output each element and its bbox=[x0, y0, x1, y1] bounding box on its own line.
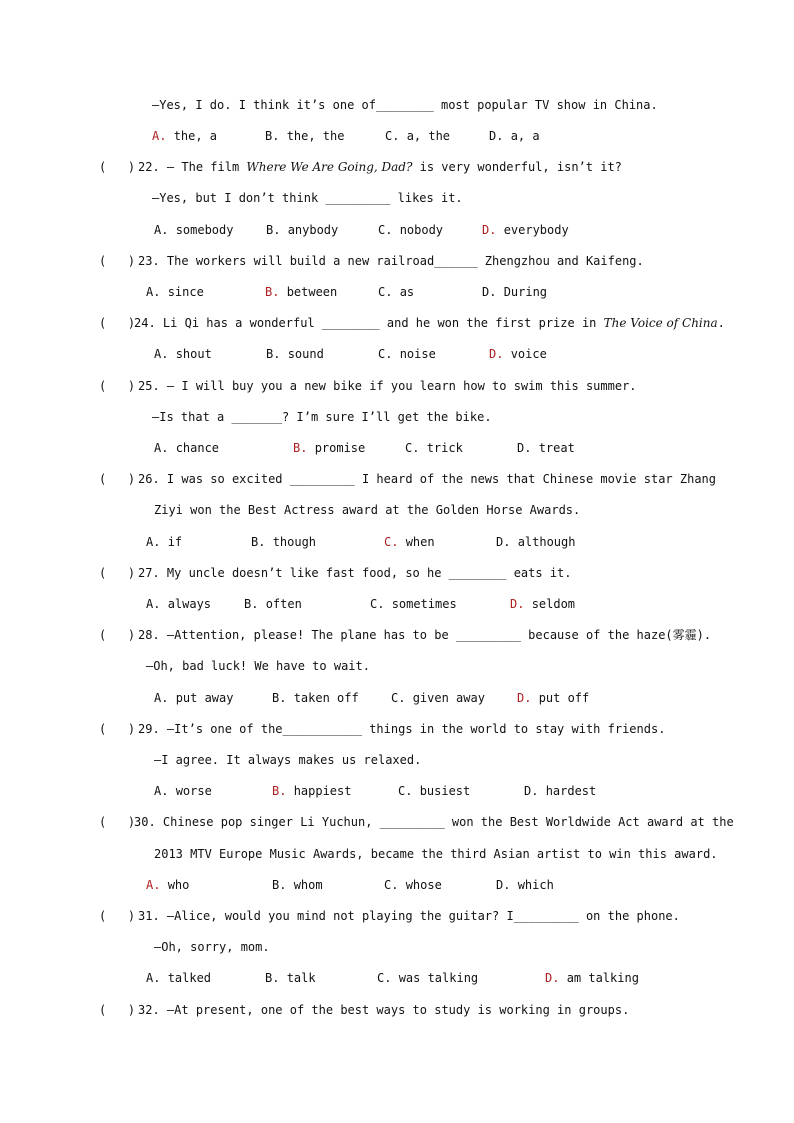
question-text: —Alice, would you mind not playing the guitar? I_________ on the phone. bbox=[166, 909, 680, 923]
question-line bbox=[152, 190, 463, 206]
question-line bbox=[138, 471, 716, 487]
option-text: who bbox=[167, 878, 190, 892]
option-d bbox=[482, 284, 547, 300]
option-text: a, the bbox=[406, 129, 451, 143]
option-letter: D. bbox=[482, 285, 497, 299]
option-c bbox=[378, 284, 414, 300]
option-letter: A. bbox=[154, 441, 169, 455]
question-text: — I will buy you a new bike if you learn how to swim this summer. bbox=[166, 379, 637, 393]
option-text: though bbox=[272, 535, 317, 549]
question-line bbox=[154, 846, 718, 862]
option-c bbox=[398, 783, 470, 799]
option-d bbox=[524, 783, 596, 799]
option-text: busiest bbox=[419, 784, 471, 798]
option-letter: A. bbox=[146, 285, 161, 299]
option-c bbox=[370, 596, 457, 612]
option-letter: D. bbox=[496, 535, 511, 549]
option-text: when bbox=[405, 535, 435, 549]
option-a bbox=[152, 128, 217, 144]
answer-paren: ( ) bbox=[99, 815, 136, 829]
question-text: —Oh, sorry, mom. bbox=[154, 940, 270, 954]
question-line bbox=[146, 658, 370, 674]
option-text: voice bbox=[510, 347, 547, 361]
option-text: between bbox=[286, 285, 338, 299]
question-text: Chinese pop singer Li Yuchun, _________ won the Best Worldwide Act award at the bbox=[162, 815, 734, 829]
option-a bbox=[146, 877, 189, 893]
option-text: seldom bbox=[531, 597, 576, 611]
option-text: often bbox=[265, 597, 302, 611]
option-text: treat bbox=[538, 441, 575, 455]
question-text: —Yes, but I don’t think _________ likes it. bbox=[152, 191, 463, 205]
answer-paren: ( ) bbox=[99, 566, 136, 580]
option-letter: C. bbox=[378, 347, 393, 361]
option-c bbox=[378, 346, 436, 362]
option-text: nobody bbox=[399, 223, 444, 237]
question-number: 28. bbox=[138, 628, 160, 642]
question-line bbox=[138, 627, 711, 643]
option-letter: D. bbox=[489, 347, 504, 361]
option-b bbox=[266, 346, 324, 362]
option-letter: B. bbox=[266, 223, 281, 237]
option-letter: B. bbox=[244, 597, 259, 611]
option-d bbox=[496, 534, 575, 550]
option-b bbox=[244, 596, 302, 612]
question-text: is very wonderful, isn’t it? bbox=[412, 160, 622, 174]
option-c bbox=[378, 222, 443, 238]
question-text: 2013 MTV Europe Music Awards, became the third Asian artist to win this award. bbox=[154, 847, 718, 861]
option-c bbox=[405, 440, 463, 456]
question-line bbox=[138, 1002, 629, 1018]
answer-paren: ( ) bbox=[99, 254, 136, 268]
option-c bbox=[384, 877, 442, 893]
option-text: taken off bbox=[293, 691, 359, 705]
option-d bbox=[482, 222, 569, 238]
option-d bbox=[517, 440, 575, 456]
question-text: . bbox=[717, 316, 725, 330]
question-number: 22. bbox=[138, 160, 160, 174]
option-text: am talking bbox=[566, 971, 639, 985]
question-number: 23. bbox=[138, 254, 160, 268]
question-line bbox=[138, 565, 572, 581]
question-text: I was so excited _________ I heard of the news that Chinese movie star Zhang bbox=[166, 472, 716, 486]
option-text: since bbox=[167, 285, 204, 299]
question-text: —I agree. It always makes us relaxed. bbox=[154, 753, 422, 767]
option-b bbox=[265, 284, 337, 300]
question-number: 30. bbox=[134, 815, 156, 829]
option-letter: A. bbox=[154, 347, 169, 361]
question-number: 27. bbox=[138, 566, 160, 580]
option-d bbox=[489, 346, 547, 362]
answer-paren: ( ) bbox=[99, 379, 136, 393]
option-letter: A. bbox=[154, 223, 169, 237]
question-number: 32. bbox=[138, 1003, 160, 1017]
option-a bbox=[154, 440, 219, 456]
option-a bbox=[154, 690, 233, 706]
option-text: which bbox=[517, 878, 554, 892]
option-letter: D. bbox=[496, 878, 511, 892]
option-a bbox=[146, 284, 204, 300]
question-line bbox=[152, 97, 658, 113]
question-text: —Yes, I do. I think it’s one of________ most popular TV show in China. bbox=[152, 98, 658, 112]
question-line bbox=[138, 908, 680, 924]
option-text: happiest bbox=[293, 784, 352, 798]
option-text: During bbox=[503, 285, 548, 299]
question-line bbox=[134, 315, 725, 331]
option-letter: C. bbox=[378, 285, 393, 299]
option-d bbox=[496, 877, 554, 893]
option-letter: A. bbox=[146, 878, 161, 892]
question-line bbox=[154, 939, 270, 955]
question-line bbox=[138, 378, 637, 394]
option-b bbox=[272, 690, 359, 706]
option-d bbox=[545, 970, 639, 986]
option-letter: C. bbox=[398, 784, 413, 798]
question-text: —It’s one of the___________ things in the world to stay with friends. bbox=[166, 722, 666, 736]
option-letter: D. bbox=[517, 441, 532, 455]
option-text: sometimes bbox=[391, 597, 457, 611]
question-text: Li Qi has a wonderful ________ and he won the first prize in bbox=[162, 316, 604, 330]
answer-paren: ( ) bbox=[99, 316, 136, 330]
answer-paren: ( ) bbox=[99, 1003, 136, 1017]
option-letter: B. bbox=[293, 441, 308, 455]
option-letter: D. bbox=[510, 597, 525, 611]
option-letter: B. bbox=[251, 535, 266, 549]
option-letter: A. bbox=[152, 129, 167, 143]
question-line bbox=[134, 814, 734, 830]
option-text: chance bbox=[175, 441, 220, 455]
question-line bbox=[138, 253, 644, 269]
option-letter: B. bbox=[265, 285, 280, 299]
question-number: 24. bbox=[134, 316, 156, 330]
option-a bbox=[154, 783, 212, 799]
option-letter: B. bbox=[272, 784, 287, 798]
question-text: —Is that a _______? I’m sure I’ll get the bike. bbox=[152, 410, 492, 424]
question-text: —Attention, please! The plane has to be _________ because of the haze(雾霾). bbox=[166, 628, 712, 642]
option-text: was talking bbox=[398, 971, 479, 985]
option-a bbox=[146, 970, 211, 986]
option-text: everybody bbox=[503, 223, 569, 237]
option-letter: C. bbox=[370, 597, 385, 611]
option-text: noise bbox=[399, 347, 436, 361]
option-a bbox=[146, 596, 211, 612]
option-letter: C. bbox=[405, 441, 420, 455]
option-text: worse bbox=[175, 784, 212, 798]
option-letter: A. bbox=[146, 535, 161, 549]
option-text: always bbox=[167, 597, 212, 611]
option-letter: D. bbox=[482, 223, 497, 237]
option-b bbox=[266, 222, 338, 238]
option-letter: C. bbox=[384, 878, 399, 892]
answer-paren: ( ) bbox=[99, 628, 136, 642]
question-number: 31. bbox=[138, 909, 160, 923]
title-italic: The Voice of China bbox=[603, 316, 718, 330]
option-text: trick bbox=[426, 441, 463, 455]
option-text: given away bbox=[412, 691, 485, 705]
option-letter: C. bbox=[377, 971, 392, 985]
question-line bbox=[152, 409, 492, 425]
option-text: anybody bbox=[287, 223, 339, 237]
option-letter: B. bbox=[265, 129, 280, 143]
question-text: My uncle doesn’t like fast food, so he ________ eats it. bbox=[166, 566, 572, 580]
option-a bbox=[146, 534, 182, 550]
option-text: talked bbox=[167, 971, 212, 985]
question-line bbox=[138, 159, 622, 175]
option-text: a, a bbox=[510, 129, 540, 143]
title-italic: Where We Are Going, Dad? bbox=[246, 160, 413, 174]
option-text: somebody bbox=[175, 223, 234, 237]
option-text: put off bbox=[538, 691, 590, 705]
answer-paren: ( ) bbox=[99, 160, 136, 174]
option-text: whose bbox=[405, 878, 442, 892]
question-number: 26. bbox=[138, 472, 160, 486]
question-text: — The film bbox=[166, 160, 247, 174]
option-letter: A. bbox=[146, 971, 161, 985]
option-b bbox=[265, 970, 316, 986]
option-text: although bbox=[517, 535, 576, 549]
option-text: as bbox=[399, 285, 415, 299]
option-letter: B. bbox=[272, 878, 287, 892]
question-text: —At present, one of the best ways to study is working in groups. bbox=[166, 1003, 630, 1017]
option-letter: C. bbox=[384, 535, 399, 549]
option-c bbox=[384, 534, 435, 550]
option-b bbox=[265, 128, 344, 144]
option-c bbox=[377, 970, 478, 986]
option-b bbox=[272, 783, 351, 799]
answer-paren: ( ) bbox=[99, 722, 136, 736]
option-letter: C. bbox=[385, 129, 400, 143]
option-text: the, a bbox=[173, 129, 218, 143]
option-text: shout bbox=[175, 347, 212, 361]
question-number: 29. bbox=[138, 722, 160, 736]
option-b bbox=[293, 440, 365, 456]
option-text: talk bbox=[286, 971, 316, 985]
option-letter: D. bbox=[545, 971, 560, 985]
option-letter: D. bbox=[489, 129, 504, 143]
question-text: Ziyi won the Best Actress award at the Golden Horse Awards. bbox=[154, 503, 581, 517]
option-b bbox=[251, 534, 316, 550]
option-letter: A. bbox=[154, 784, 169, 798]
option-letter: C. bbox=[378, 223, 393, 237]
option-c bbox=[391, 690, 485, 706]
option-letter: B. bbox=[266, 347, 281, 361]
question-text: —Oh, bad luck! We have to wait. bbox=[146, 659, 370, 673]
option-d bbox=[489, 128, 540, 144]
question-line bbox=[154, 502, 580, 518]
option-text: sound bbox=[287, 347, 324, 361]
option-letter: D. bbox=[517, 691, 532, 705]
question-text: The workers will build a new railroad______ Zhengzhou and Kaifeng. bbox=[166, 254, 644, 268]
option-letter: C. bbox=[391, 691, 406, 705]
question-line bbox=[138, 721, 665, 737]
option-d bbox=[510, 596, 575, 612]
option-text: put away bbox=[175, 691, 234, 705]
option-b bbox=[272, 877, 323, 893]
option-letter: D. bbox=[524, 784, 539, 798]
question-number: 25. bbox=[138, 379, 160, 393]
answer-paren: ( ) bbox=[99, 909, 136, 923]
option-a bbox=[154, 346, 212, 362]
option-text: promise bbox=[314, 441, 366, 455]
option-text: whom bbox=[293, 878, 323, 892]
option-letter: B. bbox=[265, 971, 280, 985]
option-text: hardest bbox=[545, 784, 597, 798]
option-text: the, the bbox=[286, 129, 345, 143]
option-a bbox=[154, 222, 233, 238]
option-text: if bbox=[167, 535, 183, 549]
question-line bbox=[154, 752, 421, 768]
option-letter: A. bbox=[154, 691, 169, 705]
option-letter: A. bbox=[146, 597, 161, 611]
option-c bbox=[385, 128, 450, 144]
option-d bbox=[517, 690, 589, 706]
option-letter: B. bbox=[272, 691, 287, 705]
answer-paren: ( ) bbox=[99, 472, 136, 486]
